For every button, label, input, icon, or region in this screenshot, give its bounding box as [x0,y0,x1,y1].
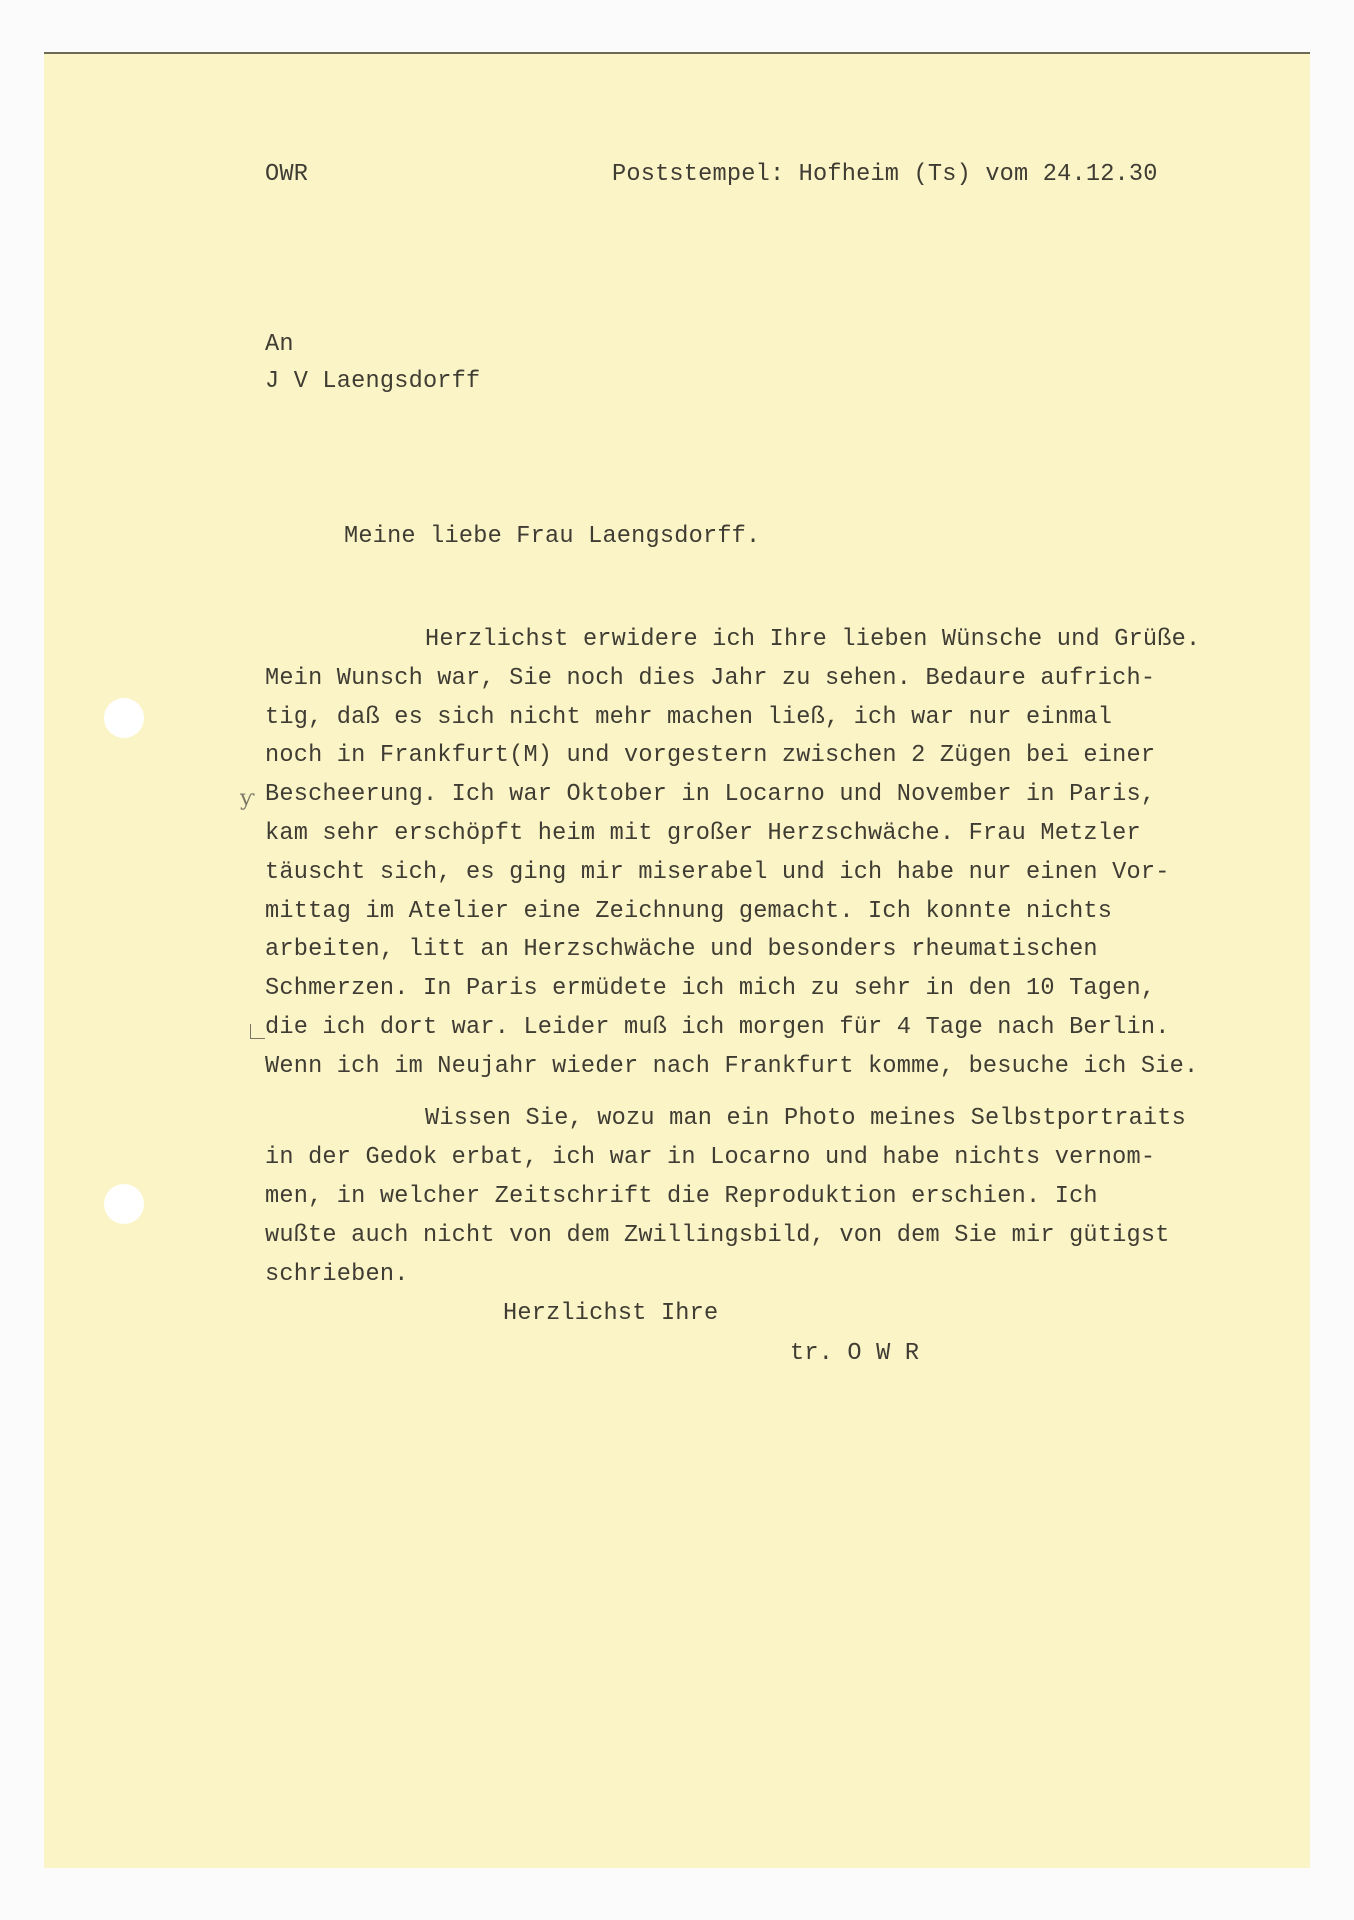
paragraph-1-line: Herzlichst erwidere ich Ihre lieben Wünsche und Grüße. [425,626,1201,653]
closing: Herzlichst Ihre [503,1300,719,1327]
paragraph-2-line: Wissen Sie, wozu man ein Photo meines Selbstportraits [425,1105,1187,1132]
paragraph-1-line: Wenn ich im Neujahr wieder nach Frankfurt komme, besuche ich Sie. [265,1052,1199,1080]
paragraph-2-line: men, in welcher Zeitschrift die Reproduktion erschien. Ich [265,1183,1098,1210]
margin-pencil-mark: ƴ [240,786,255,811]
sender-initials: OWR [265,161,309,188]
paragraph-1-line: mittag im Atelier eine Zeichnung gemacht. Ich konnte nichts [265,897,1113,925]
paragraph-1-line: Bescheerung. Ich war Oktober in Locarno und November in Paris, [265,781,1156,809]
paragraph-1-line: die ich dort war. Leider muß ich morgen für 4 Tage nach Berlin. [265,1014,1170,1041]
postmark-line: Poststempel: Hofheim (Ts) vom 24.12.30 [612,161,1158,188]
paragraph-1-line: noch in Frankfurt(M) und vorgestern zwischen 2 Zügen bei einer [265,742,1156,770]
paragraph-2-line: schrieben. [265,1261,409,1288]
paragraph-1-line: arbeiten, litt an Herzschwäche und besonders rheumatischen [265,936,1098,964]
salutation: Meine liebe Frau Laengsdorff. [344,523,761,550]
paragraph-1-line: kam sehr erschöpft heim mit großer Herzschwäche. Frau Metzler [265,820,1141,847]
paragraph-2-line: in der Gedok erbat, ich war in Locarno und habe nichts vernom- [265,1144,1156,1171]
punch-hole-bottom [104,1184,144,1224]
paragraph-1-line: täuscht sich, es ging mir miserabel und ich habe nur einen Vor- [265,858,1170,886]
recipient-prefix: An [265,331,294,358]
paragraph-1-line: tig, daß es sich nicht mehr machen ließ, ich war nur einmal [265,703,1113,731]
paragraph-1-line: Mein Wunsch war, Sie noch dies Jahr zu sehen. Bedaure aufrich- [265,664,1156,692]
margin-bracket-mark [250,1024,265,1039]
paragraph-2-line: wußte auch nicht von dem Zwillingsbild, von dem Sie mir gütigst [265,1222,1170,1249]
signature: tr. O W R [790,1340,920,1367]
punch-hole-top [104,698,144,738]
paragraph-1-line: Schmerzen. In Paris ermüdete ich mich zu sehr in den 10 Tagen, [265,975,1156,1003]
recipient-name: J V Laengsdorff [265,368,481,395]
